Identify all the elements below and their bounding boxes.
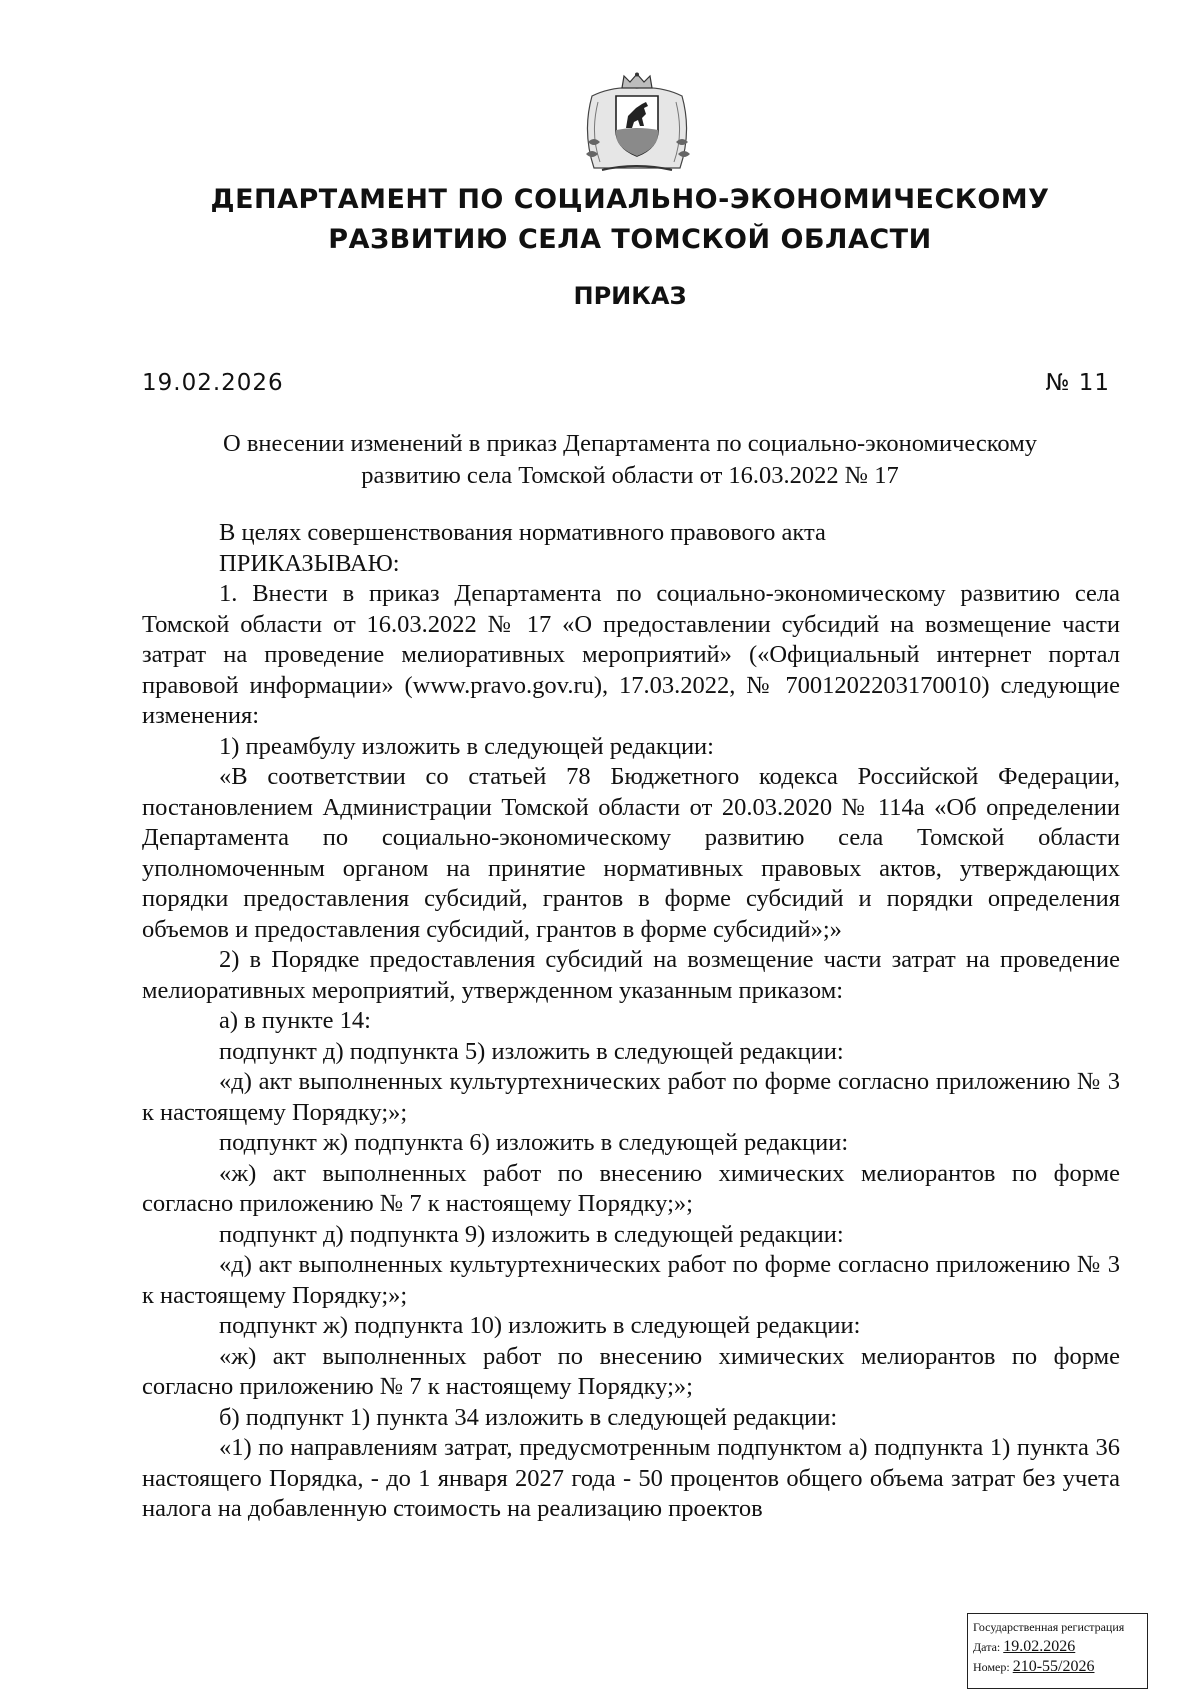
body-paragraph: а) в пункте 14: <box>219 1007 371 1034</box>
body-paragraph: «д) акт выполненных культуртехнических работ по форме согласно приложению № 3 к настоящему Порядку;»; <box>142 1068 1120 1126</box>
subject-line-2: развитию села Томской области от 16.03.2022 № 17 <box>361 462 899 489</box>
body-paragraph: 1) преамбулу изложить в следующей редакции: <box>219 732 714 760</box>
body-paragraph: «д) акт выполненных культуртехнических работ по форме согласно приложению № 3 к настоящему Порядку;»; <box>142 1251 1120 1309</box>
body-paragraph: подпункт ж) подпункта 10) изложить в следующей редакции: <box>219 1312 861 1339</box>
body-paragraph: «ж) акт выполненных работ по внесению химических мелиорантов по форме согласно приложению № 7 к настоящему Порядку;»; <box>142 1342 1120 1400</box>
registration-number-value: 210-55/2026 <box>1012 1658 1095 1675</box>
document-subject <box>140 428 1120 492</box>
body-paragraph: «1) по направлениям затрат, предусмотренным подпунктом а) подпункта 1) пункта 36 настоящего Порядка, - до 1 января 2027 года - 50 процентов общего объема затрат без учета налога на добавленную стоимость на реализацию проектов <box>142 1434 1120 1522</box>
document-body <box>142 518 1120 1525</box>
department-title-line-2: РАЗВИТИЮ СЕЛА ТОМСКОЙ ОБЛАСТИ <box>328 224 932 255</box>
body-paragraph: В целях совершенствования нормативного правового акта <box>219 519 826 546</box>
department-title <box>140 180 1120 260</box>
state-registration-stamp <box>967 1613 1148 1689</box>
registration-number-row <box>973 1657 1142 1677</box>
body-paragraph: «В соответствии со статьей 78 Бюджетного кодекса Российской Федерации, постановлением Администрации Томской области от 20.03.2020 № 114а «Об определении Департамента по социально-экономическому развитию села Томской области уполномоченным органом на принятие нормативных правовых актов, утверждающих порядки предоставления субсидий, грантов в форме субсидий и порядки определения объемов и предоставления субсидий, грантов в форме субсидий»;» <box>142 763 1120 943</box>
body-paragraph: подпункт ж) подпункта 6) изложить в следующей редакции: <box>219 1129 849 1156</box>
body-paragraph: 2) в Порядке предоставления субсидий на возмещение части затрат на проведение мелиоративных мероприятий, утвержденном указанным приказом: <box>142 946 1120 1004</box>
body-paragraph: ПРИКАЗЫВАЮ: <box>219 549 400 577</box>
coat-of-arms-emblem <box>572 72 702 176</box>
subject-line-1: О внесении изменений в приказ Департамента по социально-экономическому <box>223 430 1037 457</box>
body-paragraph: подпункт д) подпункта 9) изложить в следующей редакции: <box>219 1220 844 1248</box>
registration-title: Государственная регистрация <box>973 1620 1125 1634</box>
body-paragraph: «ж) акт выполненных работ по внесению химических мелиорантов по форме согласно приложению № 7 к настоящему Порядку;»; <box>142 1159 1120 1217</box>
registration-date-label: Дата: <box>973 1640 1001 1654</box>
document-date: 19.02.2026 <box>142 370 284 396</box>
body-paragraph: подпункт д) подпункта 5) изложить в следующей редакции: <box>219 1037 844 1065</box>
document-number: № 11 <box>1045 370 1110 396</box>
registration-date-value: 19.02.2026 <box>1003 1638 1076 1655</box>
tomsk-region-coat-of-arms-icon <box>572 72 702 176</box>
body-paragraph: б) подпункт 1) пункта 34 изложить в следующей редакции: <box>219 1403 838 1431</box>
department-title-line-1: ДЕПАРТАМЕНТ ПО СОЦИАЛЬНО-ЭКОНОМИЧЕСКОМУ <box>210 184 1050 215</box>
registration-date-row <box>973 1637 1142 1657</box>
registration-number-label: Номер: <box>973 1660 1010 1674</box>
document-type-title: ПРИКАЗ <box>573 282 687 310</box>
body-paragraph: 1. Внести в приказ Департамента по социально-экономическому развитию села Томской области от 16.03.2022 № 17 «О предоставлении субсидий на возмещение части затрат на проведение мелиоративных мероприятий» («Официальный интернет портал правовой информации» (www.pravo.gov.ru), 17.03.2022, № 7001202203170010) следующие изменения: <box>142 580 1120 729</box>
